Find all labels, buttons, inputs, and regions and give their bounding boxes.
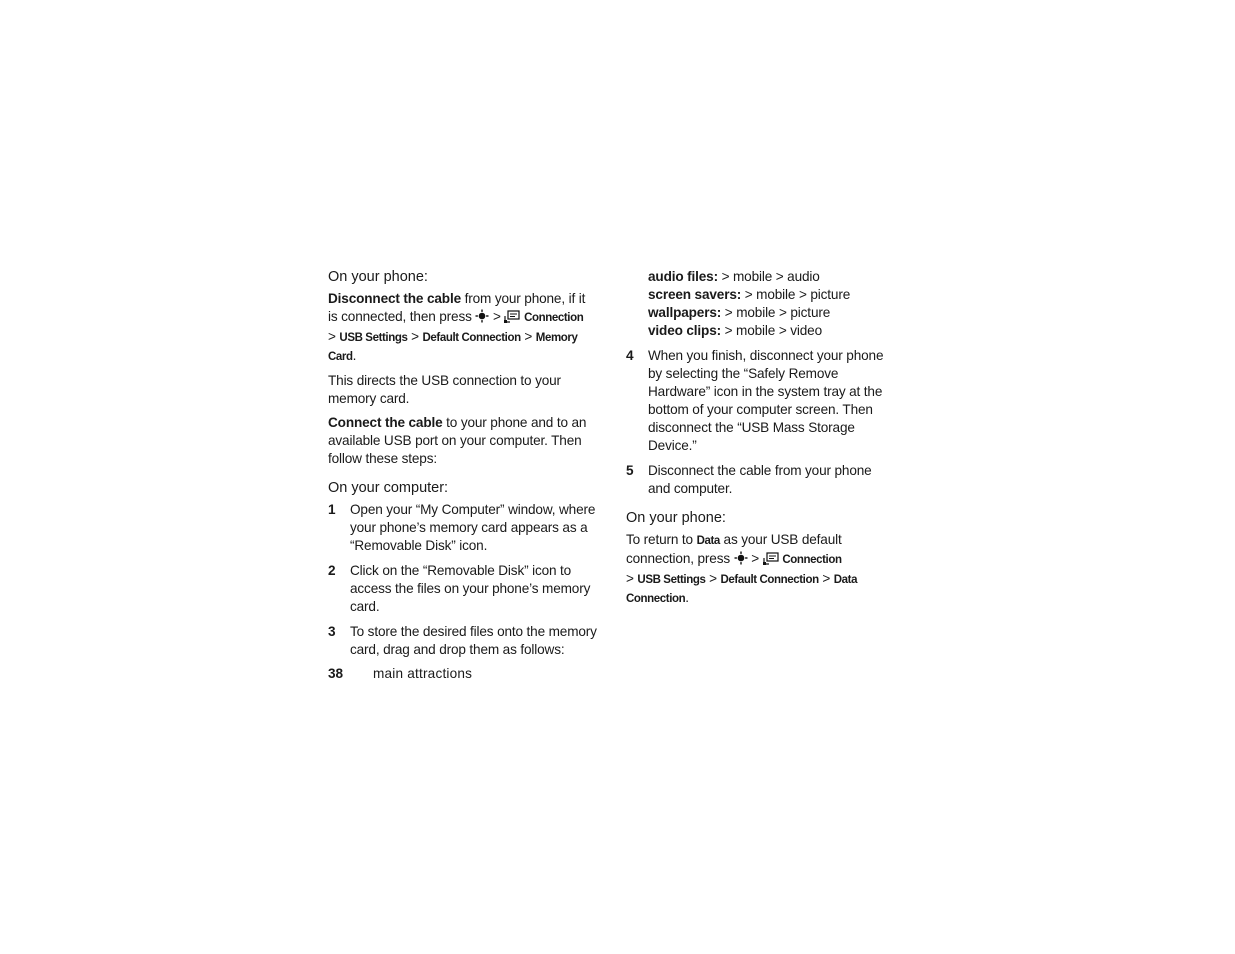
menu-memory-card: Memory Card [328, 332, 578, 363]
step-text: When you finish, disconnect your phone by selecting the “Safely Remove Hardware” icon in the system tray at the bottom of your computer screen. Then disconnect the “USB Mass Storage Device.” [648, 348, 884, 453]
section-heading-phone: On your phone: [328, 269, 428, 285]
step-3 [328, 623, 598, 659]
nav-key-icon [734, 551, 748, 570]
menu-connection: Connection [782, 554, 842, 566]
section-name: main attractions [373, 666, 473, 681]
step-number: 1 [328, 502, 336, 517]
menu-default-connection: Default Connection [720, 574, 819, 586]
page-footer [328, 666, 472, 681]
step-number: 2 [328, 563, 336, 578]
list-item: wallpapers: > mobile > picture [648, 305, 831, 320]
step-2 [328, 562, 598, 616]
menu-data: Data [696, 535, 720, 547]
step-1 [328, 501, 598, 555]
page-number: 38 [328, 666, 344, 681]
paragraph-usb-directs: This directs the USB connection to your memory card. [328, 373, 561, 406]
bold-term: Disconnect the cable [328, 291, 461, 306]
instruction-connect: Connect the cable to your phone and to an available USB port on your computer. Then follow these steps: [328, 415, 587, 466]
menu-usb-settings: USB Settings [339, 332, 408, 344]
step-text: Open your “My Computer” window, where your phone’s memory card appears as a “Removable Disk” icon. [350, 502, 596, 553]
list-item: screen savers: > mobile > picture [648, 287, 851, 302]
menu-connection: Connection [524, 312, 584, 324]
nav-key-icon [475, 309, 489, 328]
connection-icon [763, 552, 779, 570]
left-column [328, 268, 598, 666]
step-number: 5 [626, 463, 634, 478]
step-number: 4 [626, 348, 634, 363]
right-column [626, 268, 888, 614]
instruction-disconnect: Disconnect the cable from your phone, if it is connected, then press > Connection > USB Settings > Default Connection > Memory Card. [328, 291, 586, 363]
instruction-return: To return to Data as your USB default connection, press > Connection > USB Settings > Default Connection > Data Connection. [626, 532, 858, 605]
bold-term: Connect the cable [328, 415, 443, 430]
menu-data-connection: Data Connection [626, 574, 858, 605]
section-heading-phone-return: On your phone: [626, 510, 726, 526]
list-item: video clips: > mobile > video [648, 323, 822, 338]
menu-default-connection: Default Connection [422, 332, 521, 344]
step-4 [626, 347, 888, 455]
list-item: audio files: > mobile > audio [648, 269, 820, 284]
step-text: Disconnect the cable from your phone and computer. [648, 463, 872, 496]
step-5 [626, 462, 888, 498]
menu-usb-settings: USB Settings [637, 574, 706, 586]
step-number: 3 [328, 624, 336, 639]
step-text: To store the desired files onto the memory card, drag and drop them as follows: [350, 624, 597, 657]
drag-drop-list [626, 268, 888, 340]
step-text: Click on the “Removable Disk” icon to access the files on your phone’s memory card. [350, 563, 591, 614]
section-heading-computer: On your computer: [328, 480, 449, 496]
connection-icon [504, 310, 520, 328]
